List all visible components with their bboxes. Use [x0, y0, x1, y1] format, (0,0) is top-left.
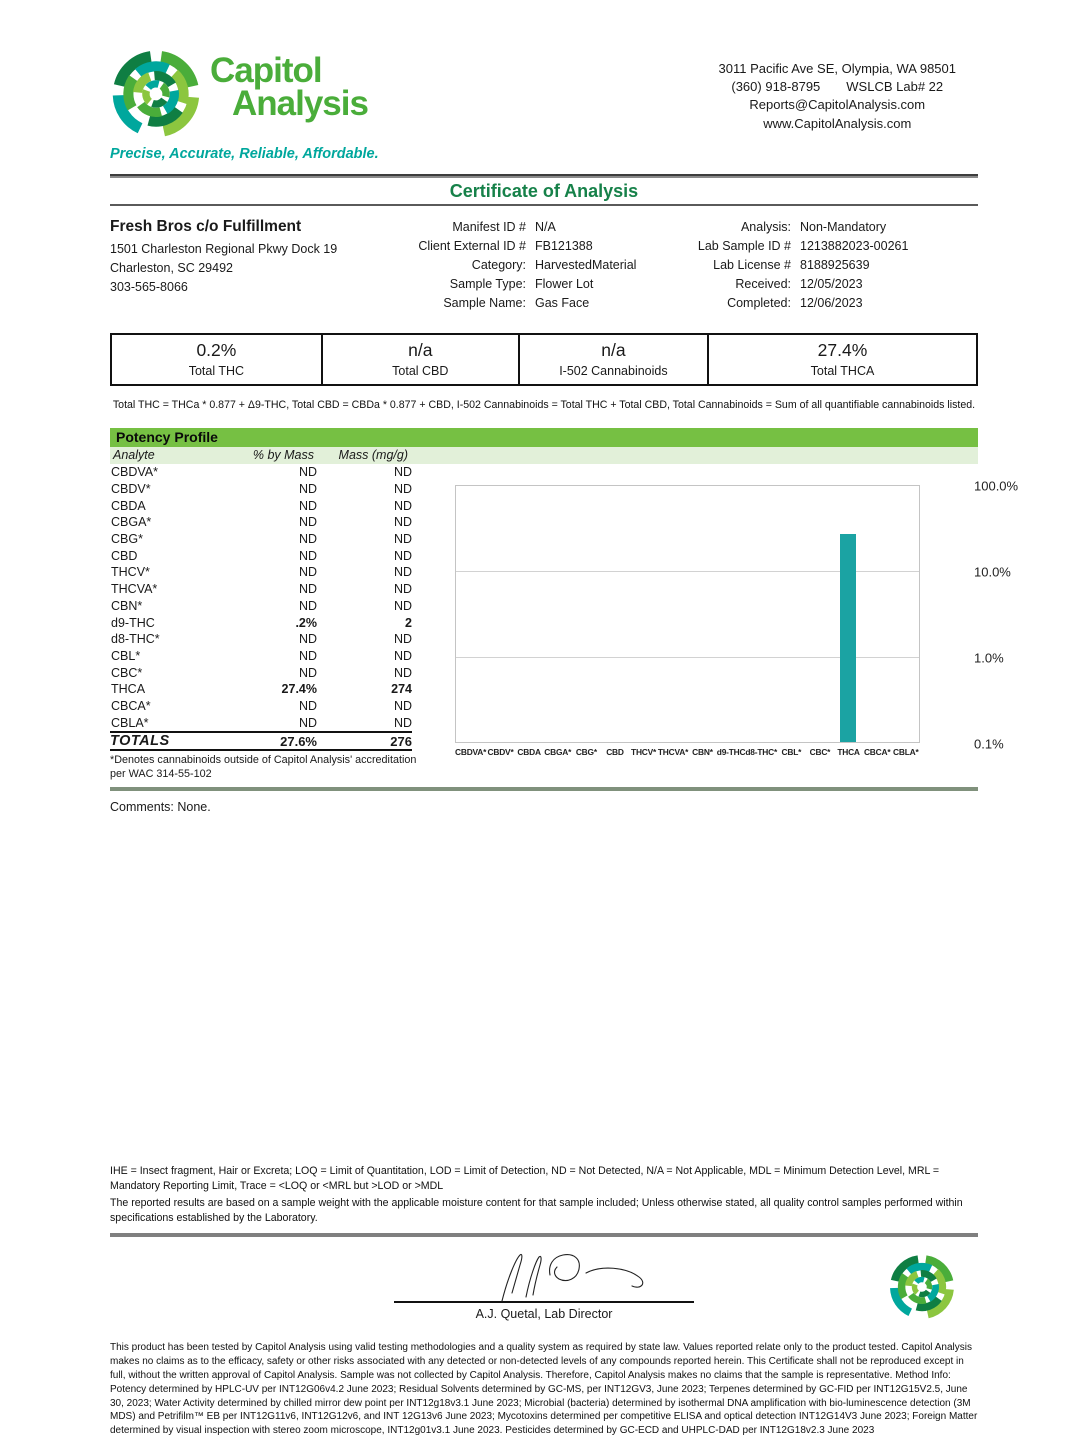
info-value: Gas Face — [535, 296, 590, 310]
x-category-label: CBN* — [692, 747, 713, 757]
lab-address: 3011 Pacific Ave SE, Olympia, WA 98501 — [718, 61, 956, 76]
analyte-pct: 27.4% — [281, 682, 317, 697]
formula-note: Total THC = THCa * 0.877 + Δ9-THC, Total CBD = CBDa * 0.877 + CBD, I-502 Cannabinoids = Total THC + Total CBD, Total Cannabinoids = Sum of all quantifiable cannabinoids listed. — [112, 399, 976, 411]
sample-info-right — [675, 218, 978, 313]
info-row — [395, 218, 675, 237]
analyte-name: CBD — [111, 548, 138, 563]
analyte-mass: ND — [393, 515, 412, 530]
analyte-pct: ND — [298, 515, 317, 530]
analyte-name: CBDV* — [111, 482, 151, 497]
summary-value: 0.2% — [196, 340, 237, 360]
summary-cell — [520, 335, 709, 384]
lab-tagline: Precise, Accurate, Reliable, Affordable. — [110, 146, 379, 162]
lab-phone: (360) 918-8795 — [731, 79, 821, 95]
analyte-pct: ND — [298, 715, 317, 730]
x-category-label: CBDV* — [487, 747, 514, 757]
client-phone: 303-565-8066 — [110, 279, 188, 294]
info-row — [395, 275, 675, 294]
spiral-segment — [148, 84, 158, 88]
analyte-name: THCVA* — [111, 582, 158, 597]
table-row — [110, 564, 412, 581]
col-header-mass: Mass (mg/g) — [338, 448, 408, 462]
analyte-mass: ND — [393, 565, 412, 580]
lab-name-line1: Capitol — [210, 51, 322, 90]
analyte-mass: ND — [393, 482, 412, 497]
analyte-mass: ND — [393, 582, 412, 597]
y-tick-label: 0.1% — [974, 736, 1004, 752]
potency-table — [110, 464, 417, 781]
info-label: Manifest ID # — [452, 220, 526, 234]
analyte-mass: ND — [393, 548, 412, 563]
info-value: 12/05/2023 — [800, 277, 863, 291]
y-tick-label: 100.0% — [974, 478, 1019, 494]
analyte-pct: ND — [298, 482, 317, 497]
info-label: Received: — [735, 277, 791, 291]
analyte-name: CBN* — [111, 598, 143, 613]
totals-pct: 27.6% — [280, 733, 317, 749]
analyte-name: d9-THC — [111, 615, 155, 630]
info-label: Category: — [471, 258, 526, 272]
info-label: Sample Type: — [449, 277, 526, 291]
analyte-name: CBDA — [111, 498, 146, 513]
table-row — [110, 547, 412, 564]
summary-value: 27.4% — [817, 340, 868, 360]
analyte-name: THCV* — [111, 565, 150, 580]
potency-totals-row — [110, 731, 412, 751]
signature-line — [394, 1251, 694, 1303]
info-value: 1213882023-00261 — [800, 239, 909, 253]
footer-divider — [110, 1233, 978, 1237]
footer-spiral-icon — [888, 1253, 956, 1321]
legend-abbreviations: IHE = Insect fragment, Hair or Excreta; LOQ = Limit of Quantitation, LOD = Limit of Detection, ND = Not Detected, N/A = Not Applicable, MDL = Minimum Detection Level, MRL = Mandatory Reporting Limit, Trace = <LOQ or <MRL but >LOD or >MDL — [110, 1165, 940, 1192]
analyte-name: CBCA* — [111, 698, 151, 713]
totals-mass: 276 — [390, 733, 412, 749]
summary-cell — [112, 335, 323, 384]
summary-cell — [709, 335, 976, 384]
analyte-mass: ND — [393, 665, 412, 680]
lab-phone-license — [719, 78, 957, 96]
info-label: Lab Sample ID # — [697, 239, 791, 253]
x-category-label: CBC* — [809, 747, 831, 757]
info-row — [675, 294, 978, 313]
x-category-label: CBGA* — [544, 747, 572, 757]
x-category-label: CBLA* — [893, 747, 919, 757]
y-tick-label: 10.0% — [974, 564, 1011, 580]
page-title: Certificate of Analysis — [449, 181, 639, 201]
table-row — [110, 614, 412, 631]
summary-label: Total THC — [188, 364, 245, 378]
x-category-label: CBCA* — [863, 747, 891, 757]
table-row — [110, 714, 412, 731]
spiral-segment — [146, 91, 150, 102]
summary-value: n/a — [408, 340, 433, 360]
info-row — [675, 218, 978, 237]
sample-info-section — [110, 218, 978, 313]
spiral-segment — [138, 66, 167, 72]
analyte-mass: ND — [393, 498, 412, 513]
analyte-mass: 274 — [391, 682, 412, 697]
info-row — [675, 237, 978, 256]
client-address2: Charleston, SC 29492 — [110, 260, 233, 275]
x-category-label: CBDVA* — [455, 747, 487, 757]
potency-rows — [110, 464, 412, 731]
analyte-pct: ND — [298, 532, 317, 547]
info-value: 12/06/2023 — [800, 296, 863, 310]
analyte-pct: ND — [298, 582, 317, 597]
summary-label: Total CBD — [392, 364, 449, 378]
client-address1: 1501 Charleston Regional Pkwy Dock 19 — [110, 242, 338, 256]
info-value: FB121388 — [535, 239, 593, 253]
analyte-mass: ND — [393, 465, 412, 480]
info-value: Flower Lot — [535, 277, 594, 291]
info-value: HarvestedMaterial — [535, 258, 637, 272]
potency-footnote: *Denotes cannabinoids outside of Capitol Analysis' accreditation per WAC 314-55-102 — [110, 754, 417, 781]
analyte-name: CBG* — [111, 532, 143, 547]
x-category-label: THCVA* — [657, 747, 689, 757]
analyte-pct: ND — [298, 648, 317, 663]
info-label: Completed: — [727, 296, 791, 310]
info-row — [395, 237, 675, 256]
analyte-mass: ND — [393, 532, 412, 547]
table-row — [110, 631, 412, 648]
analyte-pct: ND — [298, 548, 317, 563]
signature-handwriting — [424, 1249, 684, 1305]
table-row — [110, 464, 412, 481]
analyte-pct: ND — [298, 665, 317, 680]
table-row — [110, 648, 412, 665]
lab-name-line2: Analysis — [232, 84, 368, 124]
analyte-name: CBLA* — [111, 715, 149, 730]
info-label: Client External ID # — [418, 239, 526, 253]
sample-info-mid — [395, 218, 675, 313]
summary-value: n/a — [601, 340, 626, 360]
client-name: Fresh Bros c/o Fulfillment — [110, 218, 302, 235]
info-label: Analysis: — [740, 220, 791, 234]
chart-bar — [840, 534, 856, 742]
comments: Comments: None. — [110, 800, 211, 815]
analyte-name: CBDVA* — [111, 465, 159, 480]
lab-logo-text — [210, 48, 368, 124]
col-header-pct: % by Mass — [252, 448, 314, 462]
title-divider — [110, 204, 978, 206]
info-value: N/A — [535, 220, 556, 234]
spiral-segment — [153, 100, 165, 104]
analyte-mass: ND — [393, 715, 412, 730]
legend-reporting-note: The reported results are based on a sample weight with the applicable moisture content for that sample included; Unless otherwise stated, all quality control samples performed within specifications established by the Laboratory. — [110, 1196, 963, 1224]
x-category-label: THCV* — [631, 747, 657, 757]
x-category-label: THCA — [837, 747, 860, 757]
table-row — [110, 698, 412, 715]
info-label: Lab License # — [713, 258, 791, 272]
spiral-segment — [919, 1292, 928, 1295]
analyte-name: d8-THC* — [111, 632, 160, 647]
y-tick-label: 1.0% — [974, 650, 1004, 666]
table-row — [110, 497, 412, 514]
info-value: Non-Mandatory — [800, 220, 887, 234]
analyte-mass: ND — [393, 648, 412, 663]
summary-cell — [323, 335, 520, 384]
lab-email: Reports@CapitolAnalysis.com — [749, 97, 926, 113]
x-category-label: CBDA — [517, 747, 541, 757]
analyte-pct: ND — [298, 465, 317, 480]
table-row — [110, 531, 412, 548]
potency-chart — [412, 478, 1019, 781]
analyte-pct: ND — [298, 498, 317, 513]
x-category-label: d9-THC — [716, 747, 746, 757]
spiral-segment — [915, 1285, 918, 1293]
analyte-name: THCA — [111, 682, 146, 697]
info-row — [675, 275, 978, 294]
spiral-segment — [909, 1267, 931, 1272]
lab-contact-block — [719, 60, 957, 133]
analyte-name: CBC* — [111, 665, 143, 680]
disclaimer-text: This product has been tested by Capitol Analysis using valid testing methodologies and a quality system as required by state law. Values reported relate only to the product tested. Capitol Analysis makes no claims as to the efficacy, safety or other risks associated with any detected or non-detected levels of any compounds reported herein. This Certificate shall not be reproduced except in full, without the written approval of Capitol Analysis. Sample was not collected by Capitol Analysis. Therefore, Capitol Analysis makes no claims that the sample is representative. Method Info: Potency determined by HPLC-UV per INT12G06v4.2 June 2023; Residual Solvents determined by GC-MS, per INT12GV3, June 2023; Terpenes determined by GC-FID per INT12G15V2.5, June 30, 2023; Water Activity determined by chilled mirror dew point per INT12g18v3.1 June 2023; Microbial (bacteria) determined by isothermal DNA amplification with bio-luminescence detection (3M MDS) and Petrifilm™ EB per INT12G11v6, INT12G12v6, and INT 12G13v6 June 2023; Mycotoxins determined per competitive ELISA and optical detection INT12G14V3 June 2023; Foreign Matter determined by visual inspection with stereo zoom microscope, INT12g01v3.1 June 2023. Pesticides determined by GC-ECD and UHPLC-DAD per INT12G18v2.3 June 2023 — [110, 1342, 978, 1437]
potency-column-headers — [110, 447, 978, 464]
x-category-label: d8-THC* — [745, 747, 778, 757]
info-value: 8188925639 — [800, 258, 870, 272]
lab-director-name: A.J. Quetal, Lab Director — [475, 1307, 613, 1322]
analyte-name: CBL* — [111, 648, 141, 663]
analyte-pct: .2% — [295, 615, 317, 630]
analyte-name: CBGA* — [111, 515, 152, 530]
analyte-pct: ND — [298, 565, 317, 580]
table-row — [110, 481, 412, 498]
lab-license: WSLCB Lab# 22 — [846, 79, 944, 95]
analyte-mass: 2 — [405, 615, 412, 630]
header — [110, 48, 978, 162]
summary-label: Total THCA — [810, 364, 875, 378]
lab-website: www.CapitolAnalysis.com — [763, 115, 912, 131]
spiral-segment — [926, 1281, 929, 1289]
analyte-pct: ND — [298, 698, 317, 713]
info-row — [675, 256, 978, 275]
totals-label: TOTALS — [110, 733, 170, 749]
x-category-label: CBL* — [781, 747, 802, 757]
table-row — [110, 598, 412, 615]
capitol-analysis-spiral-icon — [110, 48, 202, 140]
analyte-mass: ND — [393, 632, 412, 647]
spiral-segment — [902, 1276, 906, 1298]
table-row — [110, 514, 412, 531]
table-row — [110, 681, 412, 698]
spiral-segment — [162, 86, 166, 97]
table-row — [110, 581, 412, 598]
spiral-segment — [916, 1280, 924, 1283]
col-header-analyte: Analyte — [113, 448, 155, 462]
info-row — [395, 256, 675, 275]
client-block — [110, 218, 395, 313]
signature-section — [110, 1251, 978, 1337]
x-category-label: CBD — [606, 747, 624, 757]
potency-body — [110, 464, 1019, 781]
analyte-mass: ND — [393, 598, 412, 613]
chart-x-labels — [455, 747, 920, 757]
info-label: Sample Name: — [443, 296, 526, 310]
lab-logo — [110, 48, 379, 162]
info-row — [395, 294, 675, 313]
table-row — [110, 664, 412, 681]
legend-block — [110, 1164, 978, 1225]
potency-section-endbar — [110, 787, 978, 791]
summary-label: I-502 Cannabinoids — [559, 364, 668, 378]
analyte-mass: ND — [393, 698, 412, 713]
summary-results-table — [110, 333, 978, 386]
potency-section-header: Potency Profile — [110, 428, 978, 447]
analyte-pct: ND — [298, 598, 317, 613]
analyte-pct: ND — [298, 632, 317, 647]
x-category-label: CBG* — [575, 747, 597, 757]
spiral-segment — [128, 78, 133, 108]
